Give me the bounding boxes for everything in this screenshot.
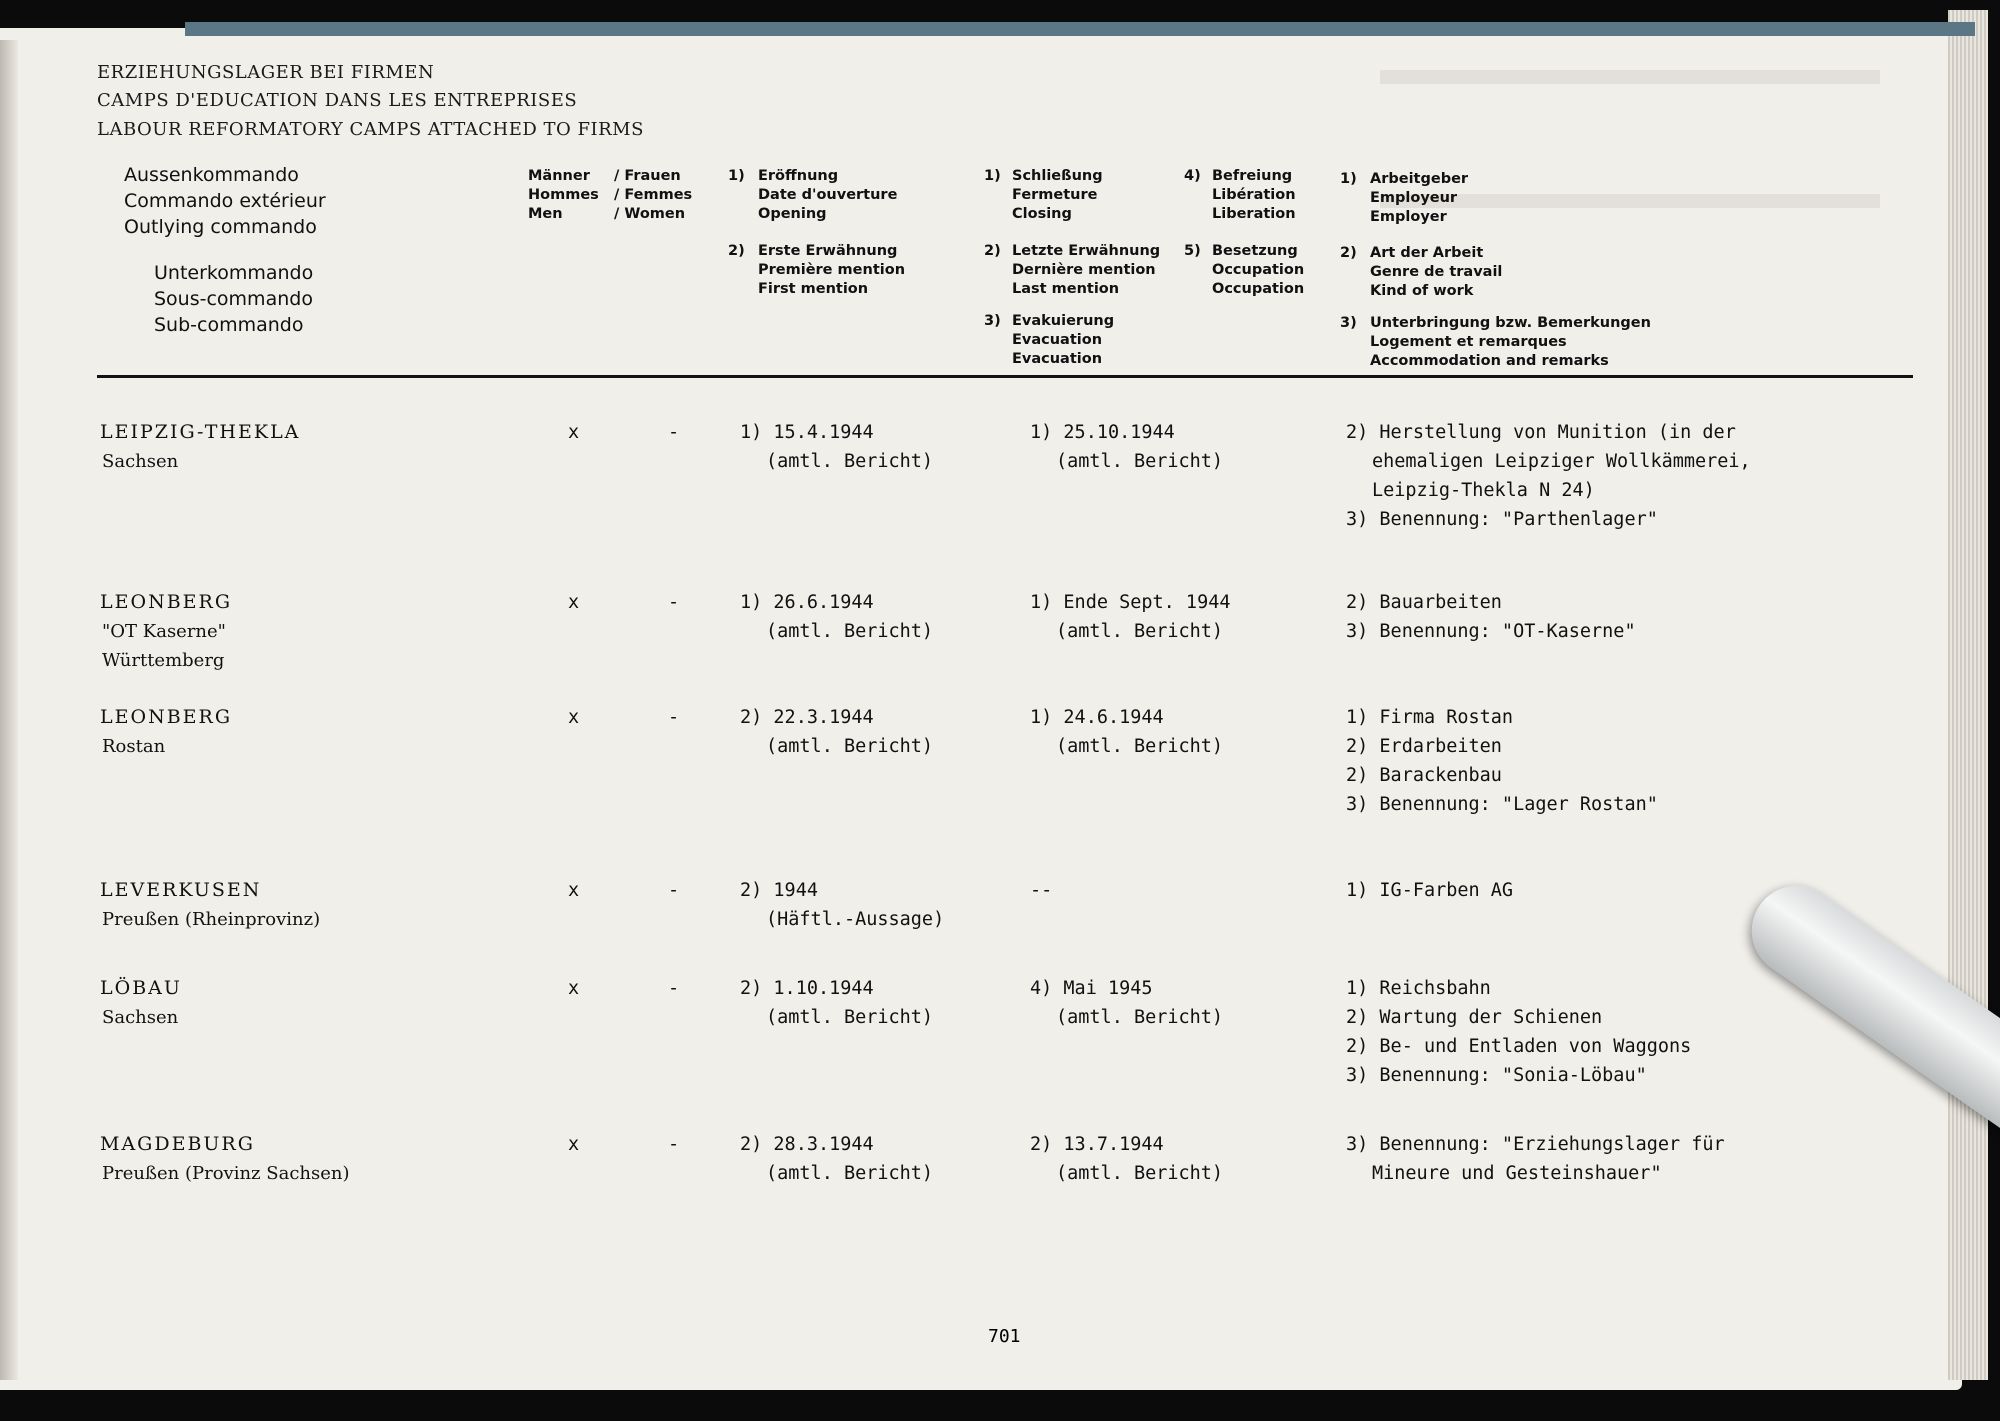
remark-line: 2) Wartung der Schienen bbox=[1346, 1007, 1603, 1028]
page-edge-right bbox=[1948, 10, 1988, 1380]
closing-date bbox=[1030, 588, 1230, 646]
camp-name: LEVERKUSEN bbox=[100, 879, 262, 901]
header-evacuation: Evakuierung Evacuation Evacuation bbox=[1012, 313, 1115, 367]
header-liberation: Befreiung Libération Liberation bbox=[1212, 168, 1296, 222]
camp-subtitle bbox=[102, 617, 226, 675]
camp-name: LEIPZIG-THEKLA bbox=[100, 421, 301, 443]
header-c10-num: 3) bbox=[1340, 315, 1357, 331]
opening-line: (amtl. Bericht) bbox=[766, 1163, 934, 1184]
closing-line: -- bbox=[1030, 880, 1053, 901]
header-opening: Eröffnung Date d'ouverture Opening bbox=[758, 168, 898, 222]
remark-line: ehemaligen Leipziger Wollkämmerei, bbox=[1372, 451, 1751, 472]
header-accommodation: Unterbringung bzw. Bemerkungen Logement et remarques Accommodation and remarks bbox=[1370, 315, 1651, 369]
closing-line: (amtl. Bericht) bbox=[1056, 451, 1224, 472]
opening-line: 2) 28.3.1944 bbox=[740, 1134, 874, 1155]
closing-line: (amtl. Bericht) bbox=[1056, 1007, 1224, 1028]
header-women: / Frauen / Femmes / Women bbox=[614, 168, 693, 222]
remark-line: Mineure und Gesteinshauer" bbox=[1372, 1163, 1662, 1184]
header-c1-num: 1) bbox=[728, 168, 745, 184]
remarks bbox=[1346, 588, 1636, 646]
camp-subtitle-line: Preußen (Rheinprovinz) bbox=[102, 909, 321, 930]
camp-subtitle bbox=[102, 1159, 350, 1188]
closing-date bbox=[1030, 703, 1223, 761]
header-outlying: Aussenkommando Commando extérieur Outlying commando bbox=[124, 164, 326, 238]
header-c5-num: 3) bbox=[984, 313, 1001, 329]
men-mark: x bbox=[568, 707, 580, 728]
opening-date bbox=[740, 974, 933, 1032]
header-employer: Arbeitgeber Employeur Employer bbox=[1370, 171, 1469, 225]
opening-line: (amtl. Bericht) bbox=[766, 1007, 934, 1028]
title-en: LABOUR REFORMATORY CAMPS ATTACHED TO FIRMS bbox=[97, 119, 644, 140]
header-men: Männer Hommes Men bbox=[528, 168, 599, 222]
closing-line: 1) 25.10.1944 bbox=[1030, 422, 1175, 443]
remark-line: 3) Benennung: "Sonia-Löbau" bbox=[1346, 1065, 1647, 1086]
women-mark: - bbox=[668, 978, 680, 999]
remark-line: 1) Firma Rostan bbox=[1346, 707, 1514, 728]
camp-subtitle-line: Rostan bbox=[102, 736, 166, 757]
opening-date bbox=[740, 588, 933, 646]
opening-line: 2) 1944 bbox=[740, 880, 818, 901]
remarks bbox=[1346, 703, 1658, 819]
page-edge-left bbox=[0, 40, 18, 1380]
header-rule bbox=[97, 375, 1913, 378]
page-top-strip bbox=[185, 22, 1975, 36]
remark-line: 2) Barackenbau bbox=[1346, 765, 1502, 786]
closing-line: 2) 13.7.1944 bbox=[1030, 1134, 1164, 1155]
header-c2-num: 2) bbox=[728, 243, 745, 259]
camp-subtitle bbox=[102, 1003, 178, 1032]
camp-subtitle bbox=[102, 732, 165, 761]
camp-name: LEONBERG bbox=[100, 591, 233, 613]
camp-subtitle bbox=[102, 905, 320, 934]
opening-line: 1) 15.4.1944 bbox=[740, 422, 874, 443]
header-sub: Unterkommando Sous-commando Sub-commando bbox=[154, 262, 314, 336]
header-last-mention: Letzte Erwähnung Dernière mention Last mention bbox=[1012, 243, 1161, 297]
closing-date bbox=[1030, 1130, 1223, 1188]
header-first-mention: Erste Erwähnung Première mention First mention bbox=[758, 243, 906, 297]
camp-subtitle-line: Sachsen bbox=[102, 1007, 179, 1028]
camp-name: LÖBAU bbox=[100, 977, 182, 999]
header-closing: Schließung Fermeture Closing bbox=[1012, 168, 1103, 222]
remarks bbox=[1346, 876, 1513, 905]
header-kind-of-work: Art der Arbeit Genre de travail Kind of work bbox=[1370, 245, 1503, 299]
men-mark: x bbox=[568, 978, 580, 999]
remark-line: Leipzig-Thekla N 24) bbox=[1372, 480, 1595, 501]
camp-name: LEONBERG bbox=[100, 706, 233, 728]
closing-date bbox=[1030, 876, 1052, 905]
title-de: ERZIEHUNGSLAGER BEI FIRMEN bbox=[97, 62, 435, 83]
women-mark: - bbox=[668, 880, 680, 901]
women-mark: - bbox=[668, 592, 680, 613]
camp-subtitle-line: "OT Kaserne" bbox=[102, 621, 226, 642]
header-c7-num: 5) bbox=[1184, 243, 1201, 259]
women-mark: - bbox=[668, 1134, 680, 1155]
closing-line: (amtl. Bericht) bbox=[1056, 736, 1224, 757]
header-c4-num: 2) bbox=[984, 243, 1001, 259]
camp-subtitle-line: Preußen (Provinz Sachsen) bbox=[102, 1163, 350, 1184]
men-mark: x bbox=[568, 1134, 580, 1155]
remark-line: 1) Reichsbahn bbox=[1346, 978, 1491, 999]
opening-line: (amtl. Bericht) bbox=[766, 621, 934, 642]
camp-subtitle-line: Württemberg bbox=[102, 650, 225, 671]
remark-line: 3) Benennung: "OT-Kaserne" bbox=[1346, 621, 1636, 642]
opening-line: (amtl. Bericht) bbox=[766, 736, 934, 757]
men-mark: x bbox=[568, 592, 580, 613]
remark-line: 3) Benennung: "Parthenlager" bbox=[1346, 509, 1658, 530]
opening-date bbox=[740, 418, 933, 476]
opening-line: 1) 26.6.1944 bbox=[740, 592, 874, 613]
remarks bbox=[1346, 974, 1691, 1090]
opening-date bbox=[740, 1130, 933, 1188]
closing-line: 1) 24.6.1944 bbox=[1030, 707, 1164, 728]
camp-subtitle-line: Sachsen bbox=[102, 451, 179, 472]
remark-line: 1) IG-Farben AG bbox=[1346, 880, 1514, 901]
remarks bbox=[1346, 418, 1751, 534]
remark-line: 3) Benennung: "Lager Rostan" bbox=[1346, 794, 1658, 815]
opening-line: (Häftl.-Aussage) bbox=[766, 909, 945, 930]
remark-line: 2) Herstellung von Munition (in der bbox=[1346, 422, 1736, 443]
women-mark: - bbox=[668, 707, 680, 728]
remark-line: 2) Be- und Entladen von Waggons bbox=[1346, 1036, 1692, 1057]
title-fr: CAMPS D'EDUCATION DANS LES ENTREPRISES bbox=[97, 90, 578, 111]
closing-date bbox=[1030, 974, 1223, 1032]
camp-name: MAGDEBURG bbox=[100, 1133, 255, 1155]
opening-date bbox=[740, 876, 944, 934]
closing-line: 4) Mai 1945 bbox=[1030, 978, 1153, 999]
header-c6-num: 4) bbox=[1184, 168, 1201, 184]
men-mark: x bbox=[568, 880, 580, 901]
closing-line: 1) Ende Sept. 1944 bbox=[1030, 592, 1231, 613]
header-c3-num: 1) bbox=[984, 168, 1001, 184]
header-occupation: Besetzung Occupation Occupation bbox=[1212, 243, 1305, 297]
remark-line: 3) Benennung: "Erziehungslager für bbox=[1346, 1134, 1725, 1155]
women-mark: - bbox=[668, 422, 680, 443]
opening-date bbox=[740, 703, 933, 761]
page-number: 701 bbox=[988, 1326, 1021, 1347]
header-c8-num: 1) bbox=[1340, 171, 1357, 187]
closing-line: (amtl. Bericht) bbox=[1056, 621, 1224, 642]
opening-line: (amtl. Bericht) bbox=[766, 451, 934, 472]
men-mark: x bbox=[568, 422, 580, 443]
opening-line: 2) 1.10.1944 bbox=[740, 978, 874, 999]
remarks bbox=[1346, 1130, 1725, 1188]
remark-line: 2) Bauarbeiten bbox=[1346, 592, 1502, 613]
header-c9-num: 2) bbox=[1340, 245, 1357, 261]
opening-line: 2) 22.3.1944 bbox=[740, 707, 874, 728]
remark-line: 2) Erdarbeiten bbox=[1346, 736, 1502, 757]
closing-line: (amtl. Bericht) bbox=[1056, 1163, 1224, 1184]
closing-date bbox=[1030, 418, 1223, 476]
camp-subtitle bbox=[102, 447, 178, 476]
